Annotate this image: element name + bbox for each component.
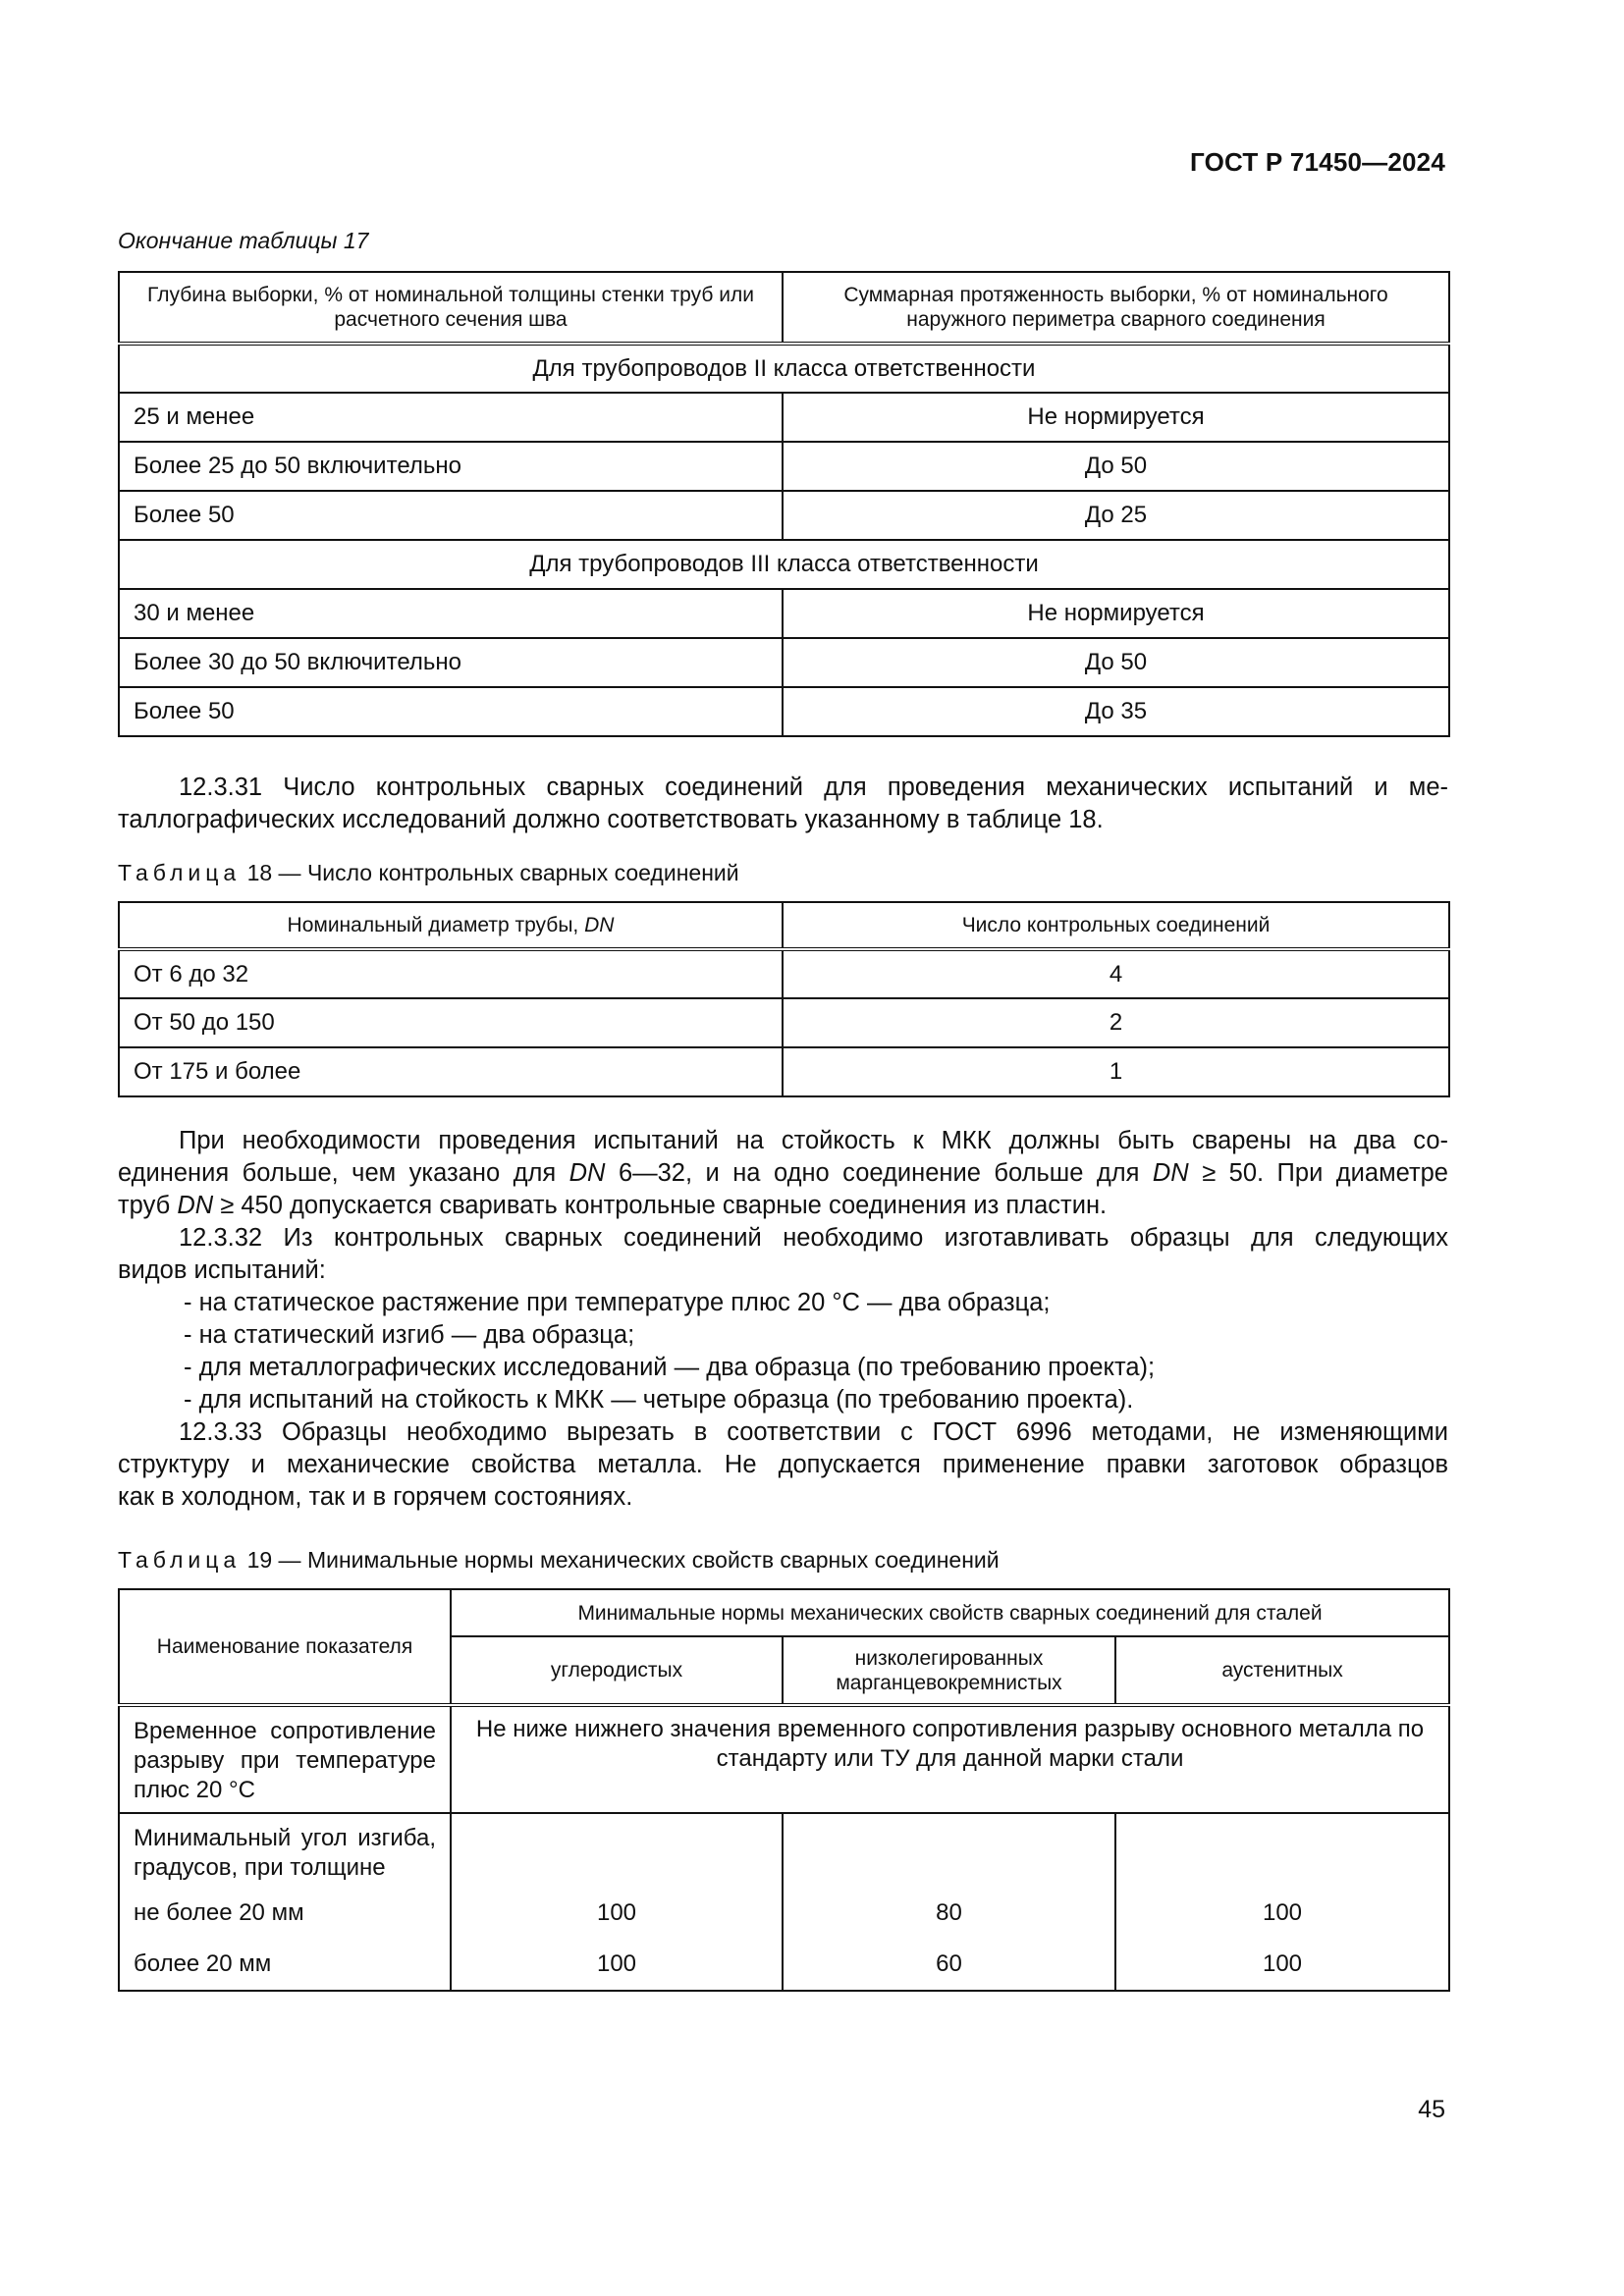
table19-header-carbon: углеродистых xyxy=(451,1636,783,1705)
tensile-value-cell: Не ниже нижнего значения временного сопротивления разрыву основного металла по стандарту или ТУ для данной марки стали xyxy=(451,1705,1449,1813)
table19-group-header: Минимальные нормы механических свойств сварных соединений для сталей xyxy=(451,1589,1449,1636)
length-cell: До 50 xyxy=(783,638,1449,687)
paragraph-line: структуру и механические свойства металла. Не допускается применение правки заготовок образцов xyxy=(118,1451,1448,1478)
table-row xyxy=(119,998,1449,1047)
depth-cell: Более 30 до 50 включительно xyxy=(119,638,783,687)
table-row xyxy=(119,949,1449,998)
diameter-cell: От 175 и более xyxy=(119,1047,783,1096)
table18-header-diameter xyxy=(119,902,783,949)
table17-caption: Окончание таблицы 17 xyxy=(118,228,369,253)
table18-title xyxy=(118,860,739,886)
table-row xyxy=(119,589,1449,638)
depth-cell: 30 и менее xyxy=(119,589,783,638)
dn-symbol: DN xyxy=(584,914,615,936)
indicator-cell: не более 20 мм xyxy=(119,1889,451,1938)
table19-header-austenitic: аустенитных xyxy=(1115,1636,1449,1705)
empty-cell xyxy=(451,1813,783,1889)
indicator-cell: Минимальный угол изгиба, градусов, при толщине xyxy=(119,1813,451,1889)
length-cell: До 35 xyxy=(783,687,1449,736)
value-cell: 100 xyxy=(451,1889,783,1938)
table19-title-text: 19 — Минимальные нормы механических свойств сварных соединений xyxy=(246,1547,1000,1573)
count-cell: 2 xyxy=(783,998,1449,1047)
dn-symbol: DN xyxy=(568,1159,606,1187)
standard-header: ГОСТ Р 71450—2024 xyxy=(1190,147,1445,177)
paragraph-line: единения больше, чем указано для xyxy=(118,1159,557,1187)
table-row xyxy=(119,1889,1449,1938)
indicator-cell: более 20 мм xyxy=(119,1938,451,1991)
paragraph-12-3-32 xyxy=(118,1222,1448,1416)
paragraph-12-3-33 xyxy=(118,1416,1448,1514)
table17-section-class3: Для трубопроводов III класса ответственности xyxy=(119,540,1449,589)
table19-header-indicator: Наименование показателя xyxy=(119,1589,451,1705)
table18-label: Таблица xyxy=(118,860,242,885)
table-17 xyxy=(118,271,1450,737)
table-row xyxy=(119,1813,1449,1889)
count-cell: 1 xyxy=(783,1047,1449,1096)
value-cell: 100 xyxy=(1115,1889,1449,1938)
paragraph-line: таллографических исследований должно соответствовать указанному в таблице 18. xyxy=(118,806,1104,833)
table19-title xyxy=(118,1547,1000,1574)
table-row xyxy=(119,687,1449,736)
table18-header-count: Число контрольных соединений xyxy=(783,902,1449,949)
empty-cell xyxy=(1115,1813,1449,1889)
value-cell: 80 xyxy=(783,1889,1115,1938)
table19-label: Таблица xyxy=(118,1547,242,1573)
list-item: - для металлографических исследований — два образца (по требованию проекта); xyxy=(184,1354,1156,1381)
diameter-cell: От 50 до 150 xyxy=(119,998,783,1047)
table17-header-depth: Глубина выборки, % от номинальной толщины стенки труб или расчетного сечения шва xyxy=(119,272,783,344)
paragraph-line: ≥ 450 допускается сваривать контрольные сварные соединения из пластин. xyxy=(220,1192,1108,1219)
paragraph-line: 12.3.33 Образцы необходимо вырезать в соответствии с ГОСТ 6996 методами, не изменяющими xyxy=(179,1418,1448,1446)
paragraph-line: 12.3.32 Из контрольных сварных соединений необходимо изготавливать образцы для следующих xyxy=(179,1224,1448,1252)
table-row xyxy=(119,491,1449,540)
table19-header-lowalloy: низколегированных марганцевокремнистых xyxy=(783,1636,1115,1705)
value-cell: 100 xyxy=(451,1938,783,1991)
table-18 xyxy=(118,901,1450,1097)
length-cell: Не нормируется xyxy=(783,589,1449,638)
list-item: - для испытаний на стойкость к МКК — четыре образца (по требованию проекта). xyxy=(184,1386,1134,1414)
paragraph-line: 12.3.31 Число контрольных сварных соединений для проведения механических испытаний и ме- xyxy=(179,774,1448,801)
table-row xyxy=(119,638,1449,687)
length-cell: Не нормируется xyxy=(783,393,1449,442)
value-cell: 100 xyxy=(1115,1938,1449,1991)
empty-cell xyxy=(783,1813,1115,1889)
indicator-cell: Временное сопротивление разрыву при температуре плюс 20 °С xyxy=(119,1705,451,1813)
page-number: 45 xyxy=(1418,2096,1445,2123)
table-row xyxy=(119,393,1449,442)
table-row xyxy=(119,1047,1449,1096)
paragraph-line: ≥ 50. При диаметре xyxy=(1202,1159,1448,1187)
diameter-cell: От 6 до 32 xyxy=(119,949,783,998)
length-cell: До 25 xyxy=(783,491,1449,540)
header-text: Номинальный диаметр трубы, xyxy=(287,914,579,936)
table17-section-class2: Для трубопроводов II класса ответственности xyxy=(119,344,1449,393)
table-19 xyxy=(118,1588,1450,1992)
list-item: - на статический изгиб — два образца; xyxy=(184,1321,635,1349)
dn-symbol: DN xyxy=(1152,1159,1189,1187)
depth-cell: Более 50 xyxy=(119,687,783,736)
paragraph-12-3-31 xyxy=(118,772,1448,836)
value-cell: 60 xyxy=(783,1938,1115,1991)
length-cell: До 50 xyxy=(783,442,1449,491)
list-item: - на статическое растяжение при температуре плюс 20 °С — два образца; xyxy=(184,1289,1051,1316)
dn-symbol: DN xyxy=(177,1192,214,1219)
table18-title-text: 18 — Число контрольных сварных соединений xyxy=(246,860,739,885)
paragraph-line: 6—32, и на одно соединение больше для xyxy=(618,1159,1140,1187)
paragraph-mkk xyxy=(118,1125,1448,1222)
table-row xyxy=(119,442,1449,491)
table-row xyxy=(119,1938,1449,1991)
table-row xyxy=(119,1705,1449,1813)
paragraph-line: труб xyxy=(118,1192,171,1219)
count-cell: 4 xyxy=(783,949,1449,998)
depth-cell: Более 50 xyxy=(119,491,783,540)
table17-header-length: Суммарная протяженность выборки, % от номинального наружного периметра сварного соединения xyxy=(783,272,1449,344)
depth-cell: Более 25 до 50 включительно xyxy=(119,442,783,491)
paragraph-line: как в холодном, так и в горячем состояниях. xyxy=(118,1483,633,1511)
paragraph-line: видов испытаний: xyxy=(118,1256,326,1284)
paragraph-line: При необходимости проведения испытаний на стойкость к МКК должны быть сварены на два со- xyxy=(179,1127,1448,1154)
depth-cell: 25 и менее xyxy=(119,393,783,442)
